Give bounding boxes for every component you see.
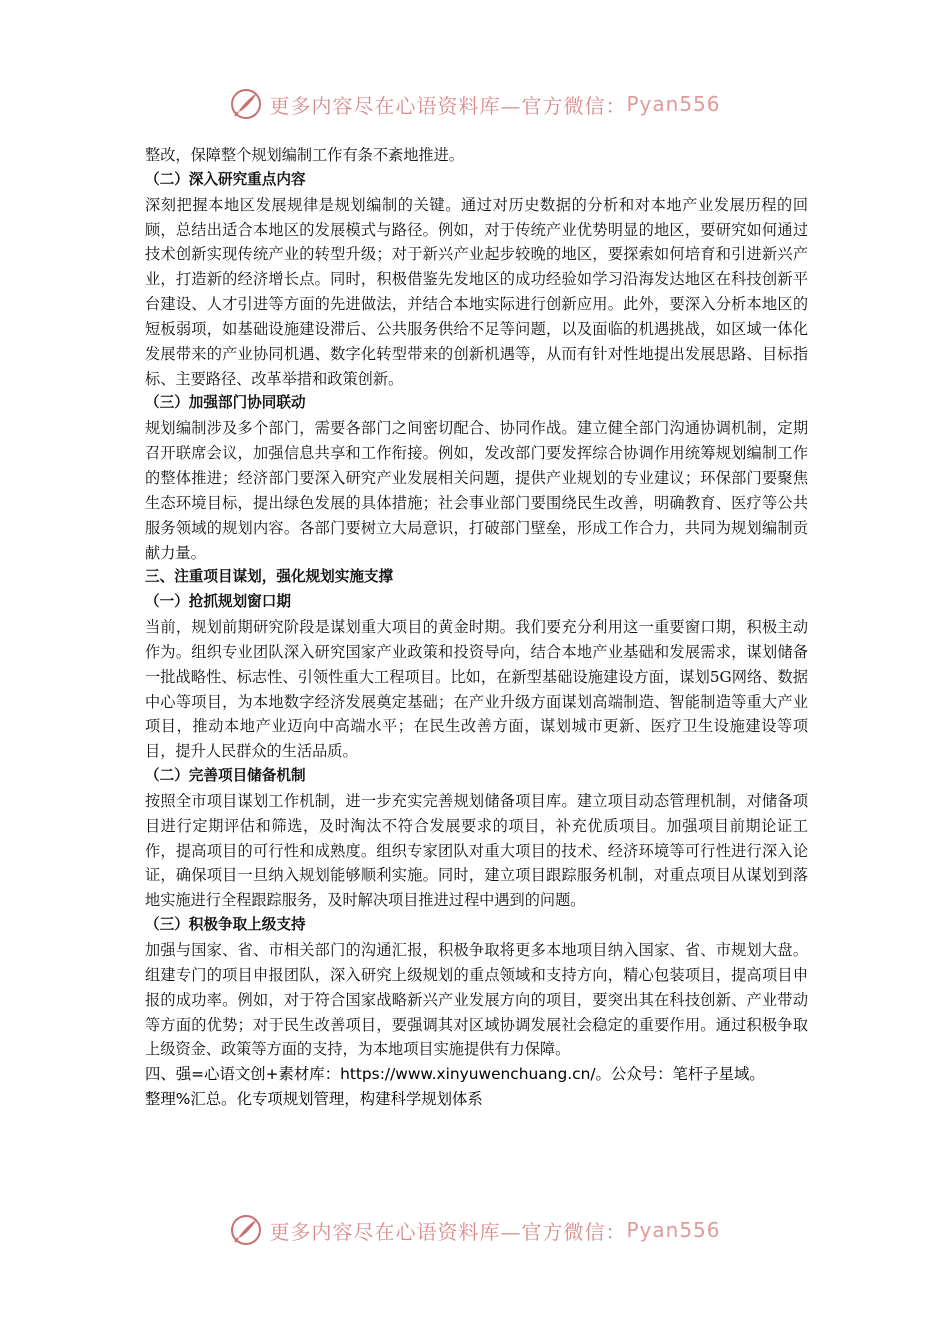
quill-logo-icon bbox=[229, 1213, 263, 1247]
section-heading: （三）加强部门协同联动 bbox=[145, 394, 306, 412]
paragraph: 规划编制涉及多个部门，需要各部门之间密切配合、协同作战。建立健全部门沟通协调机制，定期召开联席会议，加强信息共享和工作衔接。例如，发改部门要发挥综合协调作用统筹规划编制工作的整体推进；经济部门要深入研究产业发展相关问题，提供产业规划的专业建议；环保部门要聚焦生态环境目标，提出绿色发展的具体措施；社会事业部门要围绕民生改善，明确教育、医疗等公共服务领域的规划内容。各部门要树立大局意识，打破部门壁垒，形成工作合力，共同为规划编制贡献力量。 bbox=[145, 419, 808, 562]
chapter-heading: 三、注重项目谋划，强化规划实施支撑 bbox=[145, 568, 394, 586]
header-watermark bbox=[0, 84, 950, 124]
section-heading: （三）积极争取上级支持 bbox=[145, 916, 306, 934]
quill-logo-icon bbox=[229, 87, 263, 121]
section-heading: （二）深入研究重点内容 bbox=[145, 170, 306, 188]
paragraph: 整改，保障整个规划编制工作有条不紊地推进。 bbox=[145, 146, 464, 164]
section-heading: （一）抢抓规划窗口期 bbox=[145, 593, 291, 611]
paragraph: 当前，规划前期研究阶段是谋划重大项目的黄金时期。我们要充分利用这一重要窗口期，积极主动作为。组织专业团队深入研究国家产业政策和投资导向，结合本地产业基础和发展需求，谋划储备一批战略性、标志性、引领性重大工程项目。比如，在新型基础设施建设方面，谋划5G网络、数据中心等项目，为本地数字经济发展奠定基础；在产业升级方面谋划高端制造、智能制造等重大产业项目，推动本地产业迈向中高端水平；在民生改善方面，谋划城市更新、医疗卫生设施建设等项目，提升人民群众的生活品质。 bbox=[145, 618, 808, 761]
section-heading: （二）完善项目储备机制 bbox=[145, 767, 306, 785]
footer-watermark bbox=[0, 1210, 950, 1250]
promo-line-2: 整理%汇总。化专项规划管理，构建科学规划体系 bbox=[145, 1090, 483, 1109]
paragraph: 加强与国家、省、市相关部门的沟通汇报，积极争取将更多本地项目纳入国家、省、市规划大盘。组建专门的项目申报团队，深入研究上级规划的重点领域和支持方向，精心包装项目，提高项目申报的成功率。例如，对于符合国家战略新兴产业发展方向的项目，要突出其在科技创新、产业带动等方面的优势；对于民生改善项目，要强调其对区域协调发展社会稳定的重要作用。通过积极争取上级资金、政策等方面的支持，为本地项目实施提供有力保障。 bbox=[145, 941, 808, 1059]
watermark-wechat-id: Pyan556 bbox=[626, 1218, 721, 1242]
watermark-wechat-id: Pyan556 bbox=[626, 92, 721, 116]
paragraph: 深刻把握本地区发展规律是规划编制的关键。通过对历史数据的分析和对本地产业发展历程的回顾，总结出适合本地区的发展模式与路径。例如，对于传统产业优势明显的地区，要研究如何通过技术创新实现传统产业的转型升级；对于新兴产业起步较晚的地区，要探索如何培育和引进新兴产业，打造新的经济增长点。同时，积极借鉴先发地区的成功经验如学习沿海发达地区在科技创新平台建设、人才引进等方面的先进做法，并结合本地实际进行创新应用。此外，要深入分析本地区的短板弱项，如基础设施建设滞后、公共服务供给不足等问题，以及面临的机遇挑战，如区域一体化发展带来的产业协同机遇、数字化转型带来的创新机遇等，从而有针对性地提出发展思路、目标指标、主要路径、改革举措和政策创新。 bbox=[145, 195, 808, 388]
document-body bbox=[145, 143, 808, 1112]
paragraph: 按照全市项目谋划工作机制，进一步充实完善规划储备项目库。建立项目动态管理机制，对储备项目进行定期评估和筛选，及时淘汰不符合发展要求的项目，补充优质项目。加强项目前期论证工作，提高项目的可行性和成熟度。组织专家团队对重大项目的技术、经济环境等可行性进行深入论证，确保项目一旦纳入规划能够顺利实施。同时，建立项目跟踪服务机制，对重点项目从谋划到落地实施进行全程跟踪服务，及时解决项目推进过程中遇到的问题。 bbox=[145, 791, 808, 910]
watermark-text: 更多内容尽在心语资料库—官方微信： bbox=[269, 93, 627, 118]
promo-line: 四、强=心语文创+素材库：https://www.xinyuwenchuang.cn/。公众号：笔杆子星域。 bbox=[145, 1065, 765, 1084]
watermark-text: 更多内容尽在心语资料库—官方微信： bbox=[269, 1219, 627, 1244]
